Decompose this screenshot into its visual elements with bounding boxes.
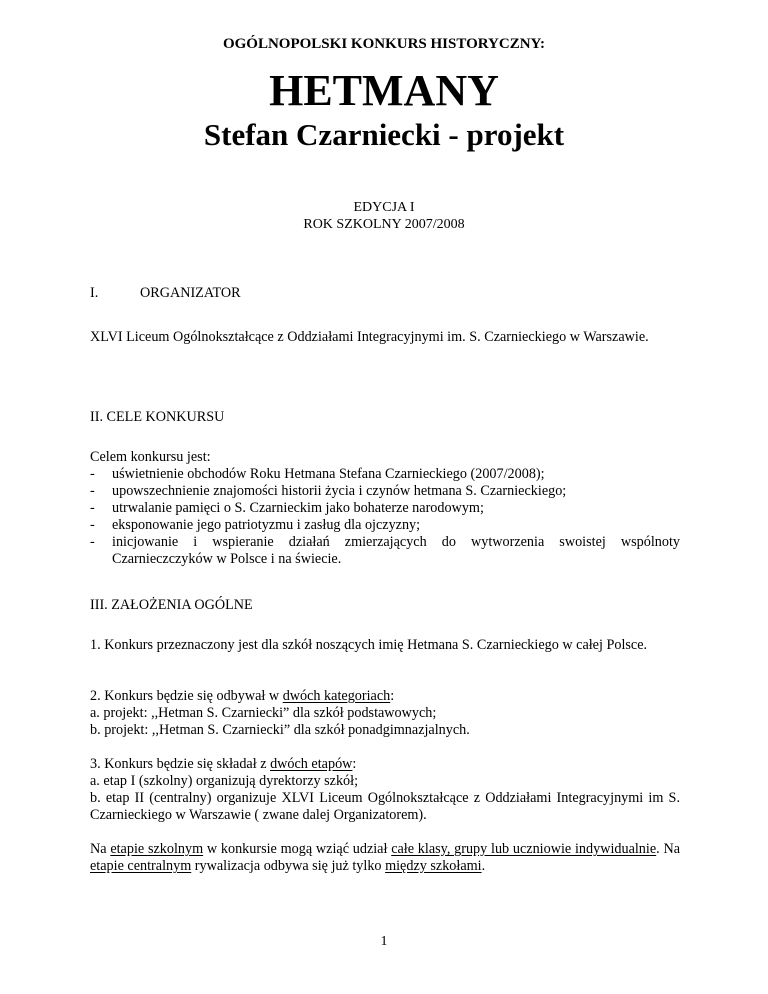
section3-paragraph-4: Na etapie szkolnym w konkursie mogą wziąć udział całe klasy, grupy lub uczniowie indywidualnie. Na etapie centralnym rywalizacja odbywa się już tylko między szkołami. [90,841,681,874]
stage-b: b. etap II (centralny) organizuje XLVI Liceum Ogólnokształcące z Oddziałami Integracyjnymi im S. Czarnieckiego w Warszawie ( zwane dalej Organizatorem). [90,790,680,823]
page-title: HETMANY [269,66,499,115]
stage-a: a. etap I (szkolny) organizują dyrektorzy szkół; [90,773,359,789]
category-a: a. projekt: ,,Hetman S. Czarniecki” dla szkół podstawowych; [90,705,437,721]
underlined-text: dwóch etapów [270,756,353,772]
underlined-text: etapie szkolnym [110,841,204,857]
list-item: - upowszechnienie znajomości historii życia i czynów hetmana S. Czarnieckiego; [90,483,567,499]
edition-label: EDYCJA I [353,200,415,215]
section3-paragraph-2: 2. Konkurs będzie się odbywał w dwóch kategoriach: a. projekt: ,,Hetman S. Czarniecki” dla szkół podstawowych; b. projekt: ,,Hetman S. Czarniecki” dla szkół ponadgimnazjalnych. [90,688,680,739]
dash-bullet: - [90,483,95,499]
dash-bullet: - [90,466,95,482]
section3-heading: III. ZAŁOŻENIA OGÓLNE [90,597,253,613]
list-item: - eksponowanie jego patriotyzmu i zasług dla ojczyzny; [90,517,421,533]
section3-paragraph-3: 3. Konkurs będzie się składał z dwóch etapów: a. etap I (szkolny) organizują dyrektorzy szkół; b. etap II (centralny) organizuje XLVI Liceum Ogólnokształcące z Oddziałami Integracyjnymi im S. Czarnieckiego w Warszawie ( zwane dalej Organizatorem). [90,756,680,823]
dash-bullet: - [90,534,95,550]
underlined-text: dwóch kategoriach [282,688,391,704]
category-b: b. projekt: ,,Hetman S. Czarniecki” dla szkół ponadgimnazjalnych. [90,722,470,738]
dash-bullet: - [90,517,95,533]
page-subtitle: Stefan Czarniecki - projekt [203,117,565,152]
section2-heading: II. CELE KONKURSU [90,409,225,425]
underlined-text: całe klasy, grupy lub uczniowie indywidualnie [391,841,657,857]
page-number: 1 [380,934,388,949]
list-item: - uświetnienie obchodów Roku Hetmana Stefana Czarnieckiego (2007/2008); [90,466,545,482]
section1-number: I. [90,285,99,301]
goals-intro: Celem konkursu jest: [90,449,211,465]
section1-heading: ORGANIZATOR [140,285,241,301]
dash-bullet: - [90,500,95,516]
school-year-label: ROK SZKOLNY 2007/2008 [303,217,465,232]
section3-paragraph-1: 1. Konkurs przeznaczony jest dla szkół noszących imię Hetmana S. Czarnieckiego w całej Polsce. [90,637,648,653]
goals-block [90,449,680,568]
underlined-text: między szkołami [385,858,482,874]
competition-heading: OGÓLNOPOLSKI KONKURS HISTORYCZNY: [222,36,546,52]
underlined-text: etapie centralnym [90,858,192,874]
list-item: - utrwalanie pamięci o S. Czarnieckim jako bohaterze narodowym; [90,500,484,516]
section1-text: XLVI Liceum Ogólnokształcące z Oddziałami Integracyjnymi im. S. Czarnieckiego w Warszawie. [90,329,649,345]
list-item: - inicjowanie i wspieranie działań zmierzających do wytworzenia swoistej wspólnoty Czarnieczczyków w Polsce i na świecie. [90,534,680,567]
